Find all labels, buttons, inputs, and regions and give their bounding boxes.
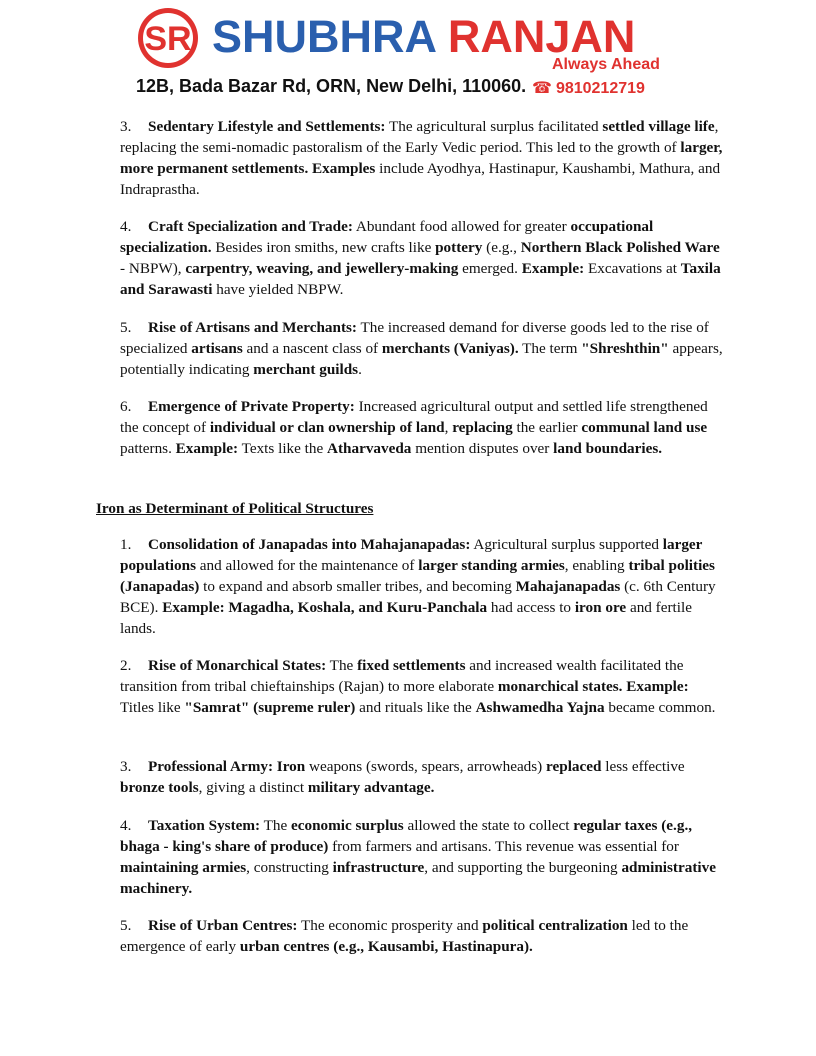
- item-number: 6.: [120, 398, 132, 415]
- bold-text: Example:: [175, 440, 239, 457]
- bold-text: land boundaries.: [553, 440, 663, 457]
- bold-text: Emergence of Private Property:: [148, 398, 355, 415]
- text: mention disputes over: [411, 440, 554, 457]
- text: and fertile lands.: [120, 599, 692, 637]
- list-item: [120, 317, 724, 380]
- text: The increased demand for diverse goods led to the rise of specialized: [120, 319, 709, 357]
- text: Increased agricultural output and settled life strengthened the concept of: [120, 398, 708, 436]
- bold-text: Northern Black Polished Ware: [520, 239, 720, 256]
- bold-text: larger, more permanent settlements.: [120, 139, 723, 177]
- text: The: [326, 657, 358, 674]
- bold-text: Mahajanapadas: [515, 578, 621, 595]
- bold-text: larger standing armies: [418, 557, 565, 574]
- bold-text: replacing: [452, 419, 513, 436]
- text: the earlier: [512, 419, 582, 436]
- text: led to the emergence of early: [120, 917, 689, 955]
- telephone-icon: ☎: [532, 80, 552, 97]
- bold-text: regular taxes (e.g., bhaga - king's share of produce): [120, 817, 693, 855]
- text: .: [358, 361, 362, 378]
- list-item: [120, 534, 724, 639]
- bold-text: artisans: [191, 340, 243, 357]
- text: , and supporting the burgeoning: [424, 859, 622, 876]
- bold-text: Ashwamedha Yajna: [475, 699, 605, 716]
- bold-text: tribal polities (Janapadas): [120, 557, 715, 595]
- bold-text: Iron: [276, 758, 306, 775]
- bold-text: Rise of Artisans and Merchants:: [148, 319, 357, 336]
- item-number: 5.: [120, 319, 132, 336]
- text: weapons (swords, spears, arrowheads): [305, 758, 547, 775]
- text: less effective: [601, 758, 685, 775]
- list-item: [120, 815, 724, 899]
- item-number: 5.: [120, 917, 132, 934]
- section-heading: Iron as Determinant of Political Structures: [96, 500, 374, 517]
- item-number: 3.: [120, 118, 132, 135]
- text: - NBPW),: [120, 260, 186, 277]
- bold-text: pottery: [435, 239, 483, 256]
- bold-text: larger populations: [120, 536, 703, 574]
- text: to expand and absorb smaller tribes, and becoming: [199, 578, 516, 595]
- bold-text: Taxation System:: [148, 817, 261, 834]
- list-item: [120, 216, 724, 300]
- text: and increased wealth facilitated the transition from tribal chieftainships (Rajan) to more elaborate: [120, 657, 684, 695]
- bold-text: "Samrat" (supreme ruler): [184, 699, 356, 716]
- text: Texts like the: [238, 440, 328, 457]
- bold-text: urban centres (e.g., Kausambi, Hastinapura).: [239, 938, 533, 955]
- brand-part2: RANJAN: [447, 11, 636, 62]
- bold-text: replaced: [546, 758, 602, 775]
- bold-text: merchants (Vaniyas).: [381, 340, 519, 357]
- bold-text: Atharvaveda: [327, 440, 412, 457]
- bold-text: Consolidation of Janapadas into Mahajanapadas:: [148, 536, 471, 553]
- list-item: [120, 915, 724, 957]
- text: ,: [444, 419, 453, 436]
- text: Agricultural surplus supported: [470, 536, 663, 553]
- text: appears, potentially indicating: [120, 340, 723, 378]
- bold-text: bronze tools: [120, 779, 199, 796]
- list-item: [120, 655, 724, 718]
- item-number: 3.: [120, 758, 132, 775]
- bold-text: maintaining armies: [120, 859, 247, 876]
- bold-text: Sedentary Lifestyle and Settlements:: [148, 118, 386, 135]
- text: allowed the state to collect: [403, 817, 574, 834]
- bold-text: economic surplus: [291, 817, 404, 834]
- brand-name: [212, 12, 635, 62]
- text: and allowed for the maintenance of: [195, 557, 419, 574]
- text: The term: [518, 340, 582, 357]
- bold-text: Professional Army:: [148, 758, 273, 775]
- bold-text: Taxila and Sarawasti: [120, 260, 721, 298]
- phone-text: 9810212719: [555, 80, 645, 97]
- item-number: 2.: [120, 657, 132, 674]
- item-number: 4.: [120, 218, 132, 235]
- bold-text: Example:: [626, 678, 689, 695]
- bold-text: political centralization: [482, 917, 628, 934]
- bold-text: merchant guilds: [253, 361, 359, 378]
- bold-text: iron ore: [574, 599, 627, 616]
- bold-text: individual or clan ownership of land: [209, 419, 445, 436]
- tagline: Always Ahead: [552, 56, 660, 73]
- text: , constructing: [246, 859, 333, 876]
- text: have yielded NBPW.: [212, 281, 344, 298]
- text: and rituals like the: [355, 699, 476, 716]
- bold-text: Craft Specialization and Trade:: [148, 218, 353, 235]
- item-number: 4.: [120, 817, 132, 834]
- address: 12B, Bada Bazar Rd, ORN, New Delhi, 110060.: [136, 76, 527, 96]
- bold-text: monarchical states.: [497, 678, 623, 695]
- bold-text: Rise of Monarchical States:: [148, 657, 327, 674]
- item-number: 1.: [120, 536, 132, 553]
- phone-number: [532, 78, 645, 98]
- bold-text: settled village life: [602, 118, 715, 135]
- bold-text: carpentry, weaving, and jewellery-making: [185, 260, 459, 277]
- list-item: [120, 396, 724, 459]
- text: and a nascent class of: [242, 340, 382, 357]
- bold-text: Example: Magadha, Koshala, and Kuru-Panchala: [162, 599, 488, 616]
- text: The: [260, 817, 292, 834]
- text: Excavations at: [584, 260, 681, 277]
- bold-text: fixed settlements: [357, 657, 466, 674]
- bold-text: communal land use: [581, 419, 708, 436]
- bold-text: Rise of Urban Centres:: [148, 917, 298, 934]
- text: , enabling: [564, 557, 629, 574]
- bold-text: infrastructure: [332, 859, 425, 876]
- list-item: [120, 116, 724, 200]
- text: Abundant food allowed for greater: [352, 218, 571, 235]
- text: patterns.: [120, 440, 176, 457]
- text: include Ayodhya, Hastinapur, Kaushambi, Mathura, and Indraprastha.: [120, 160, 721, 198]
- bold-text: "Shreshthin": [581, 340, 669, 357]
- sr-logo-icon: [136, 6, 200, 70]
- brand-part1: SHUBHRA: [212, 11, 436, 62]
- list-item: [120, 756, 724, 798]
- text: had access to: [487, 599, 575, 616]
- text: emerged.: [458, 260, 522, 277]
- text: from farmers and artisans. This revenue was essential for: [328, 838, 679, 855]
- text: , giving a distinct: [198, 779, 308, 796]
- text: , replacing the semi-nomadic pastoralism of the Early Vedic period. This led to the growth of: [120, 118, 719, 156]
- bold-text: Examples: [312, 160, 376, 177]
- bold-text: Example:: [521, 260, 585, 277]
- bold-text: military advantage.: [307, 779, 435, 796]
- text: The economic prosperity and: [297, 917, 483, 934]
- text: (c. 6th Century BCE).: [120, 578, 716, 616]
- bold-text: occupational specialization.: [120, 218, 654, 256]
- text: Besides iron smiths, new crafts like: [211, 239, 436, 256]
- logo-text: SR: [144, 20, 192, 58]
- text: became common.: [604, 699, 716, 716]
- text: Titles like: [120, 699, 185, 716]
- text: (e.g.,: [482, 239, 521, 256]
- bold-text: administrative machinery.: [120, 859, 716, 897]
- page-header: [0, 0, 816, 100]
- text: The agricultural surplus facilitated: [385, 118, 603, 135]
